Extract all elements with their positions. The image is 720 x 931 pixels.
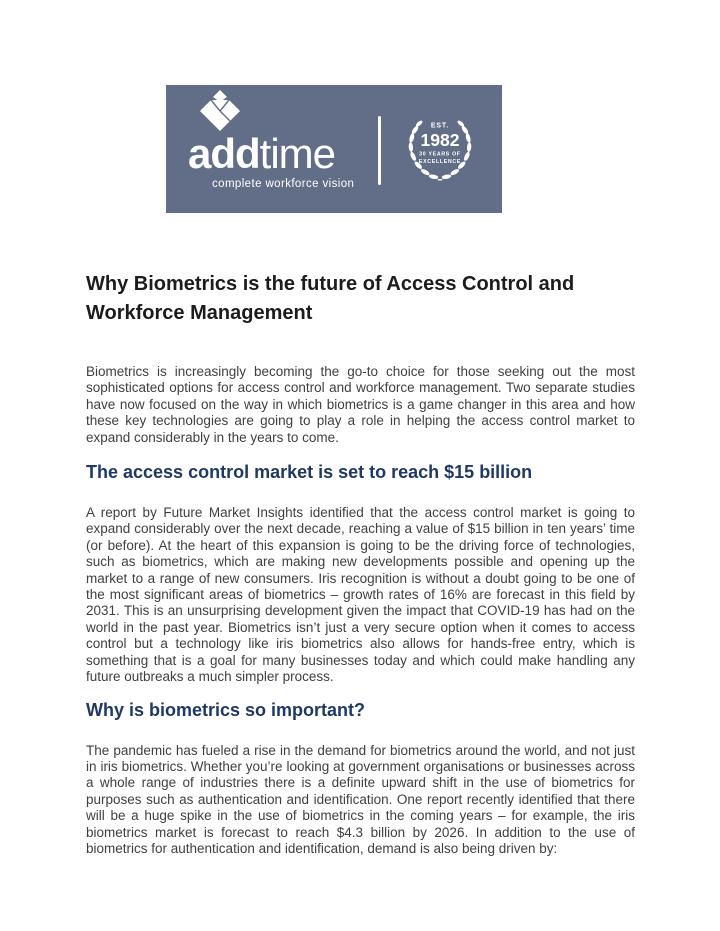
logo-divider: [378, 116, 381, 185]
brand-tagline: complete workforce vision: [212, 178, 355, 190]
section-heading-importance: Why is biometrics so important?: [86, 699, 366, 720]
badge-subtitle-line2: EXCELLENCE: [418, 158, 462, 165]
article-content: [86, 270, 635, 857]
badge-subtitle-line1: 30 YEARS OF: [419, 151, 461, 158]
badge-est-label: EST.: [430, 122, 450, 130]
intro-paragraph: Biometrics is increasingly becoming the go-to choice for those seeking out the most sophisticated options for access control and workforce management. Two separate studies have now focused on the way in which biometrics is a game changer in this area and how these key technologies are going to play a role in helping the access control market to expand considerably in the years to come.: [86, 364, 635, 445]
article-title: Why Biometrics is the future of Access Control and Workforce Management: [86, 273, 575, 324]
brand-wordmark: [188, 130, 336, 177]
section-paragraph-importance: The pandemic has fueled a rise in the demand for biometrics around the world, and not just in iris biometrics. Whether you’re looking at government organisations or businesses across a whole range of industries there is a definite upward shift in the use of biometrics for purposes such as authentication and identification. One report recently identified that there will be a huge spike in the use of biometrics in the coming years – for example, the iris biometrics market is forecast to reach $4.3 billion by 2026. In addition to the use of biometrics for authentication and identification, demand is also being driven by:: [86, 742, 635, 856]
diamond-gem-icon: [198, 89, 242, 133]
section-paragraph-market: A report by Future Market Insights identified that the access control market is going to expand considerably over the next decade, reaching a value of $15 billion in ten years’ time (or before). At the heart of this expansion is going to be the driving force of technologies, such as biometrics, which are making new developments possible and opening up the market to a range of new consumers. Iris recognition is without a doubt going to be one of the most significant areas of biometrics – growth rates of 16% are forecast in this field by 2031. This is an unsurprising development given the impact that COVID-19 has had on the world in the past year. Biometrics isn’t just a very secure option when it comes to access control but a technology like iris biometrics also allows for hands-free entry, which is something that is a goal for many businesses today and which could make handling any future outbreaks a much simpler process.: [86, 505, 635, 685]
laurel-wreath-badge-icon: [403, 109, 477, 189]
company-logo: [166, 85, 502, 213]
badge-year: 1982: [420, 130, 460, 151]
section-heading-market: The access control market is set to reach $15 billion: [86, 462, 533, 483]
brand-wordmark-bold: add: [188, 130, 260, 177]
brand-wordmark-light: time: [259, 130, 336, 177]
